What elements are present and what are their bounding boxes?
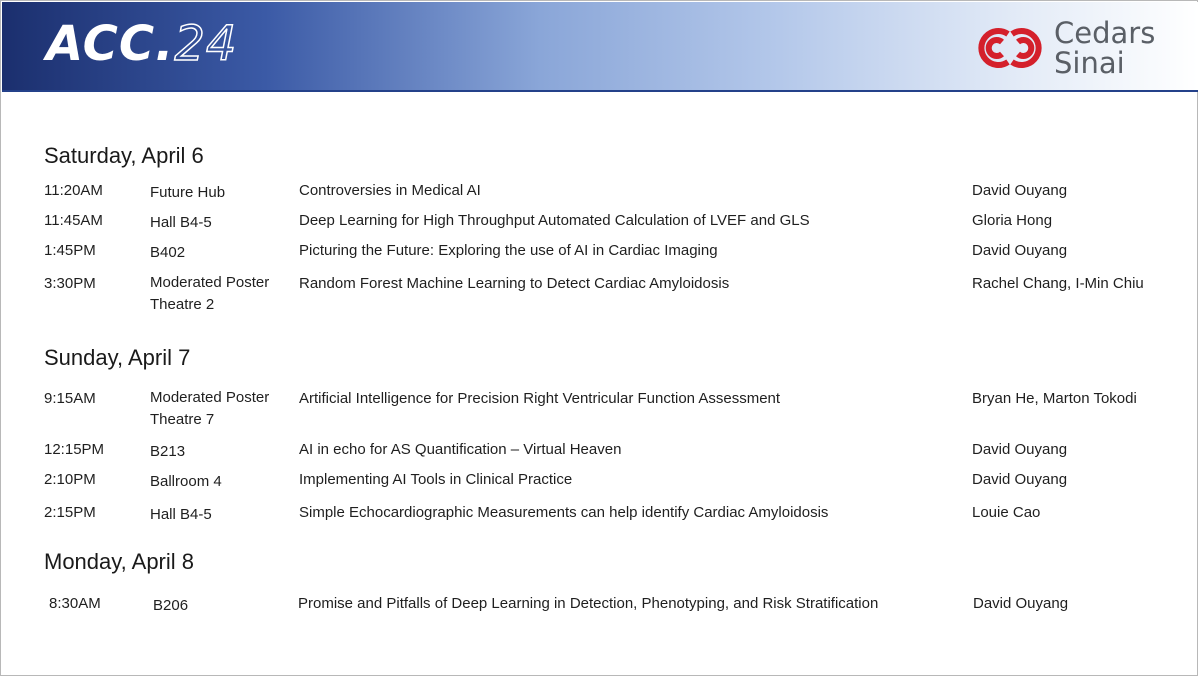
- session-title: Simple Echocardiographic Measurements can help identify Cardiac Amyloidosis: [299, 504, 829, 521]
- session-location: B213: [150, 443, 186, 460]
- session-location: Ballroom 4: [150, 473, 222, 490]
- session-speaker: Bryan He, Marton Tokodi: [972, 390, 1137, 407]
- session-title: Picturing the Future: Exploring the use of AI in Cardiac Imaging: [299, 242, 718, 259]
- session-title: AI in echo for AS Quantification – Virtual Heaven: [299, 441, 622, 458]
- cedars-sinai-wordmark: [1054, 18, 1155, 78]
- day-heading: Monday, April 8: [44, 549, 195, 574]
- session-speaker: David Ouyang: [972, 242, 1068, 259]
- session-location: Future Hub: [150, 184, 226, 201]
- session-time: 8:30AM: [49, 595, 101, 612]
- session-time: 2:15PM: [44, 504, 96, 521]
- session-title: Promise and Pitfalls of Deep Learning in Detection, Phenotyping, and Risk Stratification: [298, 595, 879, 612]
- mark-ring-left: [981, 31, 1008, 65]
- session-speaker: David Ouyang: [972, 182, 1068, 199]
- session-location: Moderated Poster Theatre 7: [150, 389, 270, 428]
- day-heading: Saturday, April 6: [44, 143, 204, 168]
- session-speaker: Louie Cao: [972, 504, 1041, 521]
- mark-ring-right: [1012, 31, 1039, 65]
- cedars-sinai-logo: [972, 16, 1192, 80]
- acc24-logo: [46, 16, 237, 72]
- session-time: 3:30PM: [44, 275, 96, 292]
- session-speaker: David Ouyang: [973, 595, 1069, 612]
- session-speaker: David Ouyang: [972, 471, 1068, 488]
- session-time: 2:10PM: [44, 471, 96, 488]
- brand-line1: Cedars: [1054, 16, 1156, 50]
- session-time: 11:45AM: [44, 212, 103, 229]
- session-title: Implementing AI Tools in Clinical Practice: [299, 471, 573, 488]
- session-title: Artificial Intelligence for Precision Right Ventricular Function Assessment: [299, 390, 781, 407]
- mark-ring-right-inner: [1018, 40, 1031, 56]
- session-location: B402: [150, 244, 186, 261]
- session-time: 1:45PM: [44, 242, 96, 259]
- day-heading: Sunday, April 7: [44, 345, 191, 370]
- session-time: 9:15AM: [44, 390, 96, 407]
- session-title: Deep Learning for High Throughput Automated Calculation of LVEF and GLS: [299, 212, 810, 229]
- session-location: B206: [153, 597, 189, 614]
- acc-logo-main: ACC.: [46, 16, 175, 72]
- session-title: Random Forest Machine Learning to Detect Cardiac Amyloidosis: [299, 275, 730, 292]
- session-speaker: David Ouyang: [972, 441, 1068, 458]
- session-location: Moderated Poster Theatre 2: [150, 274, 270, 313]
- session-title: Controversies in Medical AI: [299, 182, 481, 199]
- session-speaker: Gloria Hong: [972, 212, 1053, 229]
- cedars-sinai-mark-icon: [972, 16, 1052, 80]
- header-banner: [2, 2, 1198, 92]
- session-time: 11:20AM: [44, 182, 103, 199]
- brand-line2: Sinai: [1054, 46, 1125, 80]
- session-location: Hall B4-5: [150, 214, 212, 231]
- session-speaker: Rachel Chang, I-Min Chiu: [972, 275, 1144, 292]
- session-time: 12:15PM: [44, 441, 105, 458]
- mark-ring-left-inner: [989, 40, 1002, 56]
- acc-logo-year: 24: [174, 16, 238, 72]
- session-location: Hall B4-5: [150, 506, 212, 523]
